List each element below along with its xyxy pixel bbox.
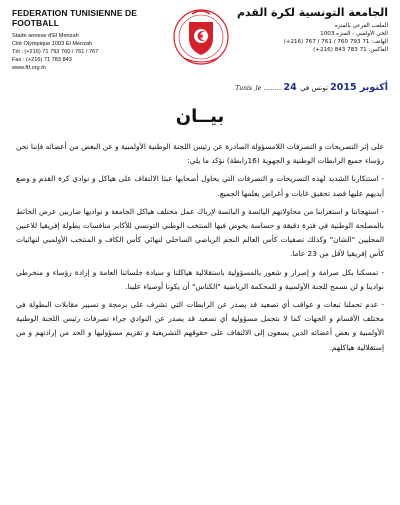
point-paragraph: - تمسكنا بكل صرامة و إصرار و شعور بالمسؤولية باستقلالية هياكلنا و سيادة جلساتنا العامة و إرادة رؤساء و منخرطي نوادينا و لن نسمح للجنة الأولمبية و للمحكمة الرياضية "الكناس" أن يكونا أوصياء علينا.	[16, 267, 384, 291]
point-paragraph: - استنكارنا الشديد لهذه التصريحات و التصرفات التي يحاول أصحابها عبثا الالتفاف على هياكل و نوادي كرة القدم و وضع أيديهم عليها قصد تحقيق غايات و أغراض يعلمها الجميع.	[16, 174, 384, 198]
document-title: بيــان	[175, 106, 225, 127]
website: www.ftf.org.tn	[12, 65, 46, 71]
address-ar-2: الحي الأولمبي - المنزه 1003	[320, 31, 388, 37]
address-ar-1: الملعب الفرعي بالمنزه	[334, 23, 388, 29]
fax-fr: Fax : (+216) 71 783 843	[12, 57, 72, 63]
date-label-ar: تونس في	[300, 84, 328, 92]
address-line-1: Stade annexe d'El Menzah	[12, 33, 79, 39]
point-paragraph: - عدم تحملنا تبعات و عواقب أي تصعيد قد يصدر عن الرابطات التي تشرف على برمجة و تسيير مقابلات البطولة في مختلف الأقسام و الجهات كما لا نتحمل مسؤولية أي تصعيد قد يصدر عن النوادي جراء تصرفات رئيس اللجنة الوطنية الأولمبية و بعض أعضائه الذين يسعون إلى الالتفاف على حقوقهم التشريعية و تقزيم مسؤوليها و الحد من إرادتهم و من إستقلالية هياكلهم.	[16, 300, 384, 352]
date-line	[148, 82, 388, 93]
date-dots: ........	[263, 84, 282, 92]
address-line-2: Cité Olympique 1003 El Menzah	[12, 41, 93, 47]
federation-name-fr: FEDERATION TUNISIENNE DE FOOTBALL	[12, 8, 138, 28]
tel-fr: Tél : (+216) 71 793 760 / 761 / 767	[12, 49, 99, 55]
tel-ar: الهاتف: 71 793 760 / 761 / 767 (216+)	[283, 39, 388, 45]
header-right-arabic	[218, 6, 388, 54]
federation-name-ar: الجامعة التونسية لكرة القدم	[236, 6, 388, 19]
header-left-french	[12, 8, 172, 72]
fax-ar: الفاكس: 71 783 843 (216+)	[313, 47, 388, 53]
intro-paragraph: على إثر التصريحات و التصرفات اللامسؤولة الصادرة عن رئيس اللجنة الوطنية الأولمبية و عن البعض من أعضائه فإننا نحن رؤساء جميع الرابطات الوطنية و الجهوية (16رابطة) نؤكد ما يلي:	[16, 142, 384, 166]
point-paragraph: - استهجاننا و استغرابنا من محاولاتهم اليائسة و البائسة لإرباك عمل مختلف هياكل الجامعة و نواديها ضاربين عرض الحائط بالمصلحة الوطنية في فترة دقيقة و حساسة يخوض فيها المنتخب الوطني التونسي للأكابر منافسات بطولة إفريقيا للاعبين المحليين "الشان" وكذلك تصفيات كأس العالم النجم الرياضي الساحلي لنهائي كأس الكاف و المنتخب الأولمبي لنهائيات كأس إفريقيا لأقل من 23 عاما.	[16, 206, 384, 259]
city-label-fr: Tunis ,le	[235, 85, 262, 92]
handwritten-date: 24 أكتوبر 2015	[283, 82, 388, 93]
statement-body	[16, 140, 384, 359]
